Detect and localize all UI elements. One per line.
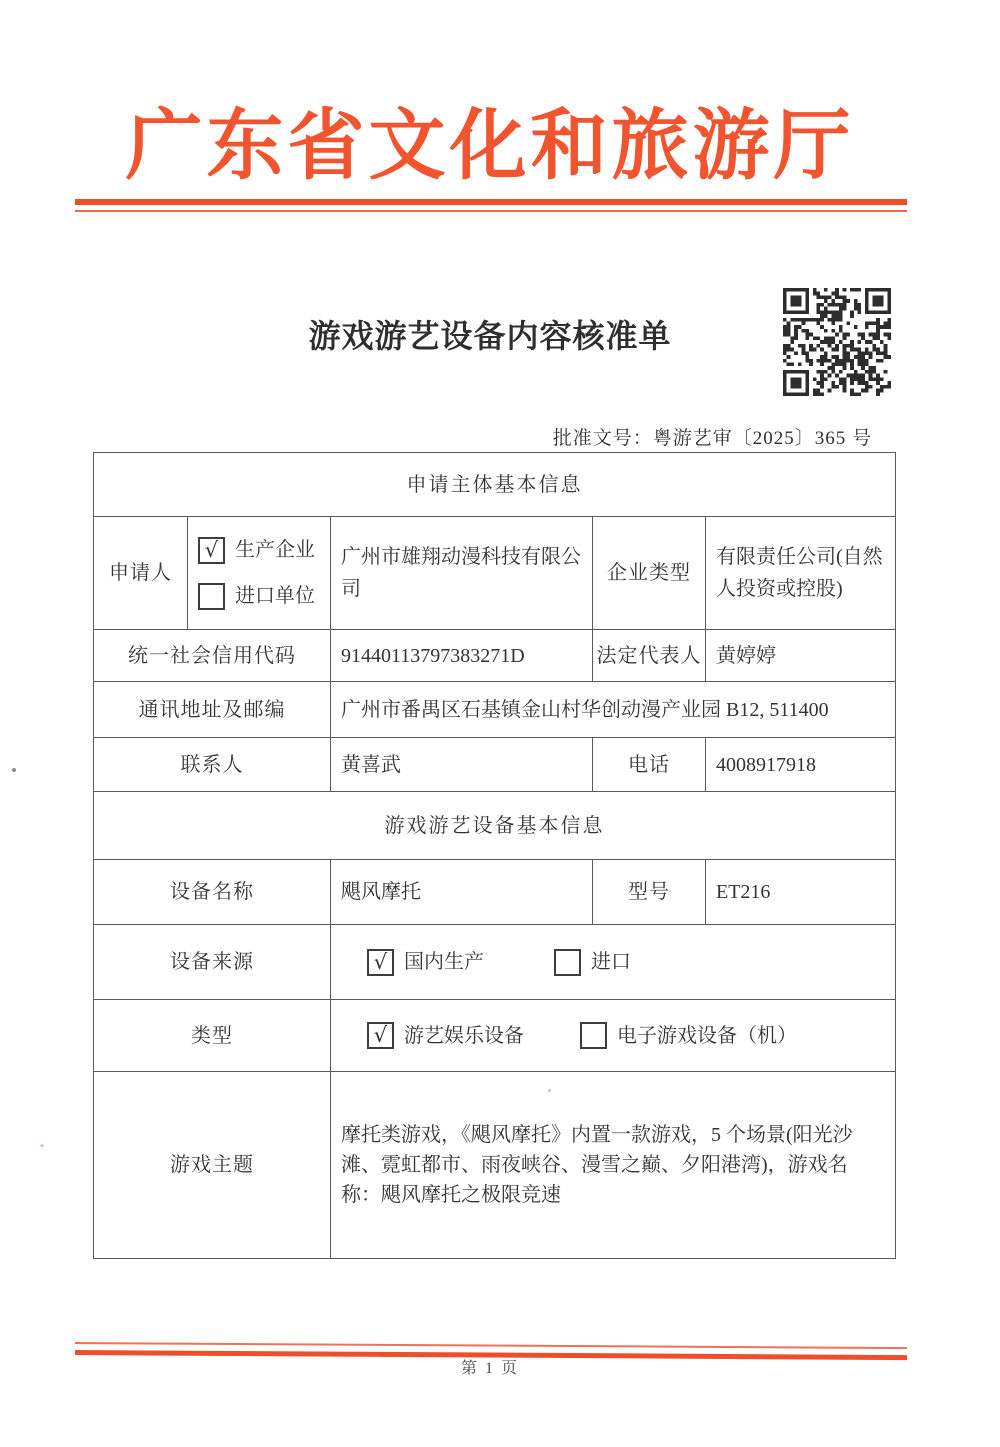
checkbox-import-unit	[198, 583, 225, 610]
applicant-name-value: 广州市雄翔动漫科技有限公司	[331, 517, 593, 630]
contact-value: 黄喜武	[331, 738, 593, 792]
table-row	[94, 860, 896, 925]
footer-rule-thin	[75, 1342, 907, 1349]
letterhead-rule-thick	[75, 199, 907, 205]
address-value: 广州市番禺区石基镇金山村华创动漫产业园 B12, 511400	[331, 682, 896, 738]
checkbox-label: 游艺娱乐设备	[404, 1024, 524, 1047]
applicant-label: 申请人	[94, 517, 188, 630]
device-name-label: 设备名称	[94, 860, 331, 925]
checkbox-label: 生产企业	[235, 539, 315, 561]
applicant-role-options	[188, 517, 331, 630]
scan-speck	[40, 1144, 44, 1147]
legal-rep-value: 黄婷婷	[706, 630, 896, 682]
device-name-value: 飓风摩托	[331, 860, 593, 925]
table-row	[94, 792, 896, 860]
checkbox-label: 电子游戏设备（机）	[617, 1024, 797, 1047]
legal-rep-label: 法定代表人	[593, 630, 706, 682]
enterprise-type-label: 企业类型	[593, 517, 706, 630]
model-label: 型号	[593, 860, 706, 925]
model-value: ET216	[706, 860, 896, 925]
checkbox-amusement-device: √	[367, 1022, 394, 1049]
approval-form-table	[93, 452, 896, 1259]
enterprise-type-value: 有限责任公司(自然人投资或控股)	[706, 517, 896, 630]
checkbox-label: 国内生产	[404, 951, 484, 973]
checkbox-electronic-game-device	[580, 1022, 607, 1049]
scan-speck	[548, 1089, 551, 1092]
org-title: 广东省文化和旅游厅	[125, 103, 855, 189]
qr-code-icon	[783, 288, 891, 396]
checkbox-domestic-production: √	[367, 949, 394, 976]
credit-code-label: 统一社会信用代码	[94, 630, 331, 682]
game-theme-value: 摩托类游戏，《飓风摩托》内置一款游戏，5 个场景(阳光沙滩、霓虹都市、雨夜峡谷、漫雪之巅、夕阳港湾)，游戏名称：飓风摩托之极限竞速	[331, 1072, 896, 1259]
device-source-options	[331, 925, 896, 1000]
table-row	[94, 630, 896, 682]
credit-code-value: 91440113797383271D	[331, 630, 593, 682]
table-row	[94, 453, 896, 517]
table-row	[94, 517, 896, 630]
section-title-applicant-info: 申请主体基本信息	[94, 453, 896, 517]
letterhead-rule-thin	[75, 210, 907, 212]
address-label: 通讯地址及邮编	[94, 682, 331, 738]
checkbox-imported	[554, 949, 581, 976]
scan-speck	[12, 768, 16, 772]
checkbox-label: 进口	[591, 951, 631, 973]
phone-label: 电话	[593, 738, 706, 792]
phone-value: 4008917918	[706, 738, 896, 792]
table-row	[94, 1072, 896, 1259]
device-source-label: 设备来源	[94, 925, 331, 1000]
device-type-label: 类型	[94, 1000, 331, 1072]
table-row	[94, 738, 896, 792]
table-row	[94, 682, 896, 738]
contact-label: 联系人	[94, 738, 331, 792]
table-row	[94, 1000, 896, 1072]
approval-number: 批准文号：粤游艺审〔2025〕365 号	[552, 428, 872, 449]
device-type-options	[331, 1000, 896, 1072]
table-row	[94, 925, 896, 1000]
checkbox-production-enterprise: √	[198, 537, 225, 564]
game-theme-label: 游戏主题	[94, 1072, 331, 1259]
doc-title: 游戏游艺设备内容核准单	[308, 318, 672, 354]
checkbox-label: 进口单位	[235, 585, 315, 607]
page-number: 第 1 页	[460, 1360, 519, 1377]
section-title-device-info: 游戏游艺设备基本信息	[94, 792, 896, 860]
